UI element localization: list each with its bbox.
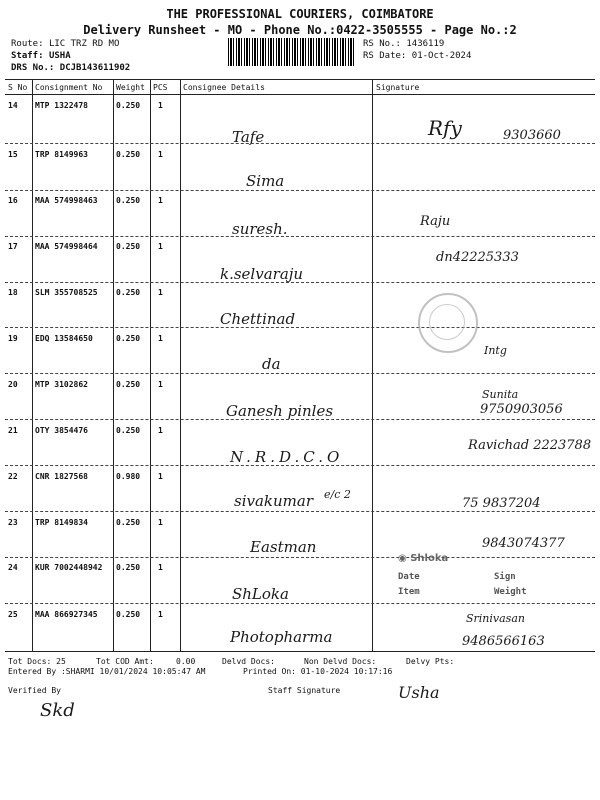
row-pcs: 1 [158, 288, 163, 297]
tot-docs: Tot Docs: 25 [8, 657, 66, 666]
row-signature: Ravichad 2223788 [468, 438, 592, 453]
row-signature: dn42225333 [436, 250, 519, 265]
drs-line [11, 63, 130, 73]
row-weight: 0.250 [116, 380, 141, 389]
col-divider [372, 79, 373, 651]
shloka-brand [398, 553, 448, 564]
staff-signature: Usha [398, 683, 440, 702]
row-pcs: 1 [158, 563, 163, 572]
row-pcs: 1 [158, 334, 163, 343]
route-value: LIC TRZ RD MO [48, 39, 120, 49]
row-signature: 9303660 [503, 128, 561, 143]
shloka-weight-label: Weight [494, 587, 527, 597]
row-sno: 25 [8, 610, 18, 619]
row-sno: 17 [8, 242, 18, 251]
row-consignee: Chettinad [220, 310, 296, 328]
row-consignment-no: TRP 8149834 [35, 518, 88, 527]
row-pcs: 1 [158, 196, 163, 205]
staff-label: Staff: [11, 51, 44, 61]
row-consignee: Ganesh pinles [226, 402, 334, 420]
row-consignment-no: MTP 3102862 [35, 380, 88, 389]
rs-date-label: RS Date: [363, 51, 407, 61]
row-consignment-no: EDQ 13584650 [35, 334, 93, 343]
route-line [11, 39, 119, 49]
row-sno: 21 [8, 426, 18, 435]
row-consignment-no: MAA 866927345 [35, 610, 98, 619]
barcode [228, 38, 356, 66]
row-divider [5, 465, 595, 466]
shloka-item-label: Item [398, 587, 420, 597]
table-bottom-line [5, 651, 595, 652]
row-divider [5, 603, 595, 604]
row-consignment-no: SLM 355708525 [35, 288, 98, 297]
company-stamp [418, 293, 478, 353]
row-pcs: 1 [158, 150, 163, 159]
table-top-line [5, 79, 595, 80]
row-consignee: ShLoka [232, 585, 289, 603]
company-title: THE PROFESSIONAL COURIERS, COIMBATORE [166, 7, 434, 21]
row-consignee: N.R.D.C.O [230, 448, 344, 466]
row-signature-mark: Rfy [428, 116, 462, 140]
row-consignee: k.selvaraju [220, 265, 304, 283]
row-weight: 0.250 [116, 426, 141, 435]
row-consignee: Tafe [232, 128, 265, 146]
row-sno: 14 [8, 101, 18, 110]
row-signature: 75 9837204 [462, 496, 541, 511]
row-pcs: 1 [158, 380, 163, 389]
row-divider [5, 190, 595, 191]
rs-date-line [363, 51, 471, 61]
row-pcs: 1 [158, 101, 163, 110]
shloka-logo-icon: ◉ [398, 553, 407, 564]
rs-no-line [363, 39, 444, 49]
row-divider [5, 373, 595, 374]
row-sno: 24 [8, 563, 18, 572]
row-weight: 0.250 [116, 101, 141, 110]
col-header-sno: S No [8, 83, 28, 92]
staff-value: USHA [48, 51, 71, 61]
table-header-line [5, 94, 595, 95]
shloka-date-label: Date [398, 572, 420, 582]
row-weight: 0.250 [116, 563, 141, 572]
staff-signature-label: Staff Signature [268, 686, 341, 695]
tot-cod-amount: 0.00 [176, 657, 196, 666]
row-divider [5, 327, 595, 328]
row-signature: 9750903056 [480, 402, 563, 417]
col-divider [150, 79, 151, 651]
row-consignee: Eastman [250, 538, 317, 556]
row-consignee-mark: e/c 2 [324, 488, 351, 501]
row-signature-name: Srinivasan [466, 612, 525, 625]
col-header-consignment: Consignment No [35, 83, 103, 92]
shloka-sign-label: Sign [494, 572, 516, 582]
col-divider [113, 79, 114, 651]
row-consignee: Sima [246, 172, 285, 190]
rs-date-value: 01-Oct-2024 [411, 51, 472, 61]
row-sno: 20 [8, 380, 18, 389]
printed-on: Printed On: 01-10-2024 10:17:16 [243, 667, 393, 676]
row-pcs: 1 [158, 518, 163, 527]
col-header-weight: Weight [116, 83, 145, 92]
tot-cod-label: Tot COD Amt: [96, 657, 154, 666]
row-consignee: sivakumar [234, 492, 313, 510]
row-consignment-no: OTY 3854476 [35, 426, 88, 435]
row-weight: 0.250 [116, 518, 141, 527]
row-consignee: Photopharma [230, 628, 333, 646]
row-consignment-no: TRP 8149963 [35, 150, 88, 159]
shloka-brand-text: Shloka [410, 553, 449, 564]
drs-value: DCJB143611902 [59, 63, 131, 73]
non-delvd-docs: Non Delvd Docs: [304, 657, 377, 666]
row-signature-mark: Intg [484, 344, 507, 357]
row-pcs: 1 [158, 472, 163, 481]
row-consignment-no: CNR 1827568 [35, 472, 88, 481]
row-consignee: da [262, 355, 281, 373]
row-signature: Raju [420, 214, 451, 229]
row-divider [5, 236, 595, 237]
row-signature-name: Sunita [482, 388, 519, 401]
row-pcs: 1 [158, 242, 163, 251]
col-divider [32, 79, 33, 651]
row-signature: 9486566163 [462, 634, 545, 649]
row-weight: 0.980 [116, 472, 141, 481]
drs-label: DRS No.: [11, 63, 55, 73]
row-divider [5, 282, 595, 283]
delvd-docs: Delvd Docs: [222, 657, 275, 666]
col-header-consignee: Consignee Details [183, 83, 265, 92]
row-consignment-no: KUR 7002448942 [35, 563, 103, 572]
delvy-pts: Delvy Pts: [406, 657, 455, 666]
row-sno: 15 [8, 150, 18, 159]
col-header-pcs: PCS [153, 83, 168, 92]
row-signature: 9843074377 [482, 536, 565, 551]
rs-no-label: RS No.: [363, 39, 401, 49]
row-consignment-no: MAA 574998464 [35, 242, 98, 251]
row-pcs: 1 [158, 610, 163, 619]
row-sno: 18 [8, 288, 18, 297]
row-weight: 0.250 [116, 196, 141, 205]
route-label: Route: [11, 39, 44, 49]
row-divider [5, 511, 595, 512]
col-divider [180, 79, 181, 651]
runsheet-title: Delivery Runsheet - MO - Phone No.:0422-3505555 - Page No.:2 [83, 23, 517, 37]
row-weight: 0.250 [116, 610, 141, 619]
row-sno: 23 [8, 518, 18, 527]
row-divider [5, 143, 595, 144]
row-weight: 0.250 [116, 288, 141, 297]
row-pcs: 1 [158, 426, 163, 435]
verified-signature: Skd [40, 700, 75, 721]
row-sno: 22 [8, 472, 18, 481]
row-weight: 0.250 [116, 150, 141, 159]
rs-no-value: 1436119 [406, 39, 445, 49]
row-consignee: suresh. [232, 220, 288, 238]
verified-by-label: Verified By [8, 686, 61, 695]
row-consignment-no: MAA 574998463 [35, 196, 98, 205]
row-sno: 19 [8, 334, 18, 343]
staff-line [11, 51, 71, 61]
shloka-stamp [396, 551, 584, 601]
row-weight: 0.250 [116, 334, 141, 343]
row-consignment-no: MTP 1322478 [35, 101, 88, 110]
row-weight: 0.250 [116, 242, 141, 251]
row-divider [5, 419, 595, 420]
col-header-signature: Signature [376, 83, 420, 92]
entered-by: Entered By :SHARMI 10/01/2024 10:05:47 AM [8, 667, 206, 676]
row-sno: 16 [8, 196, 18, 205]
